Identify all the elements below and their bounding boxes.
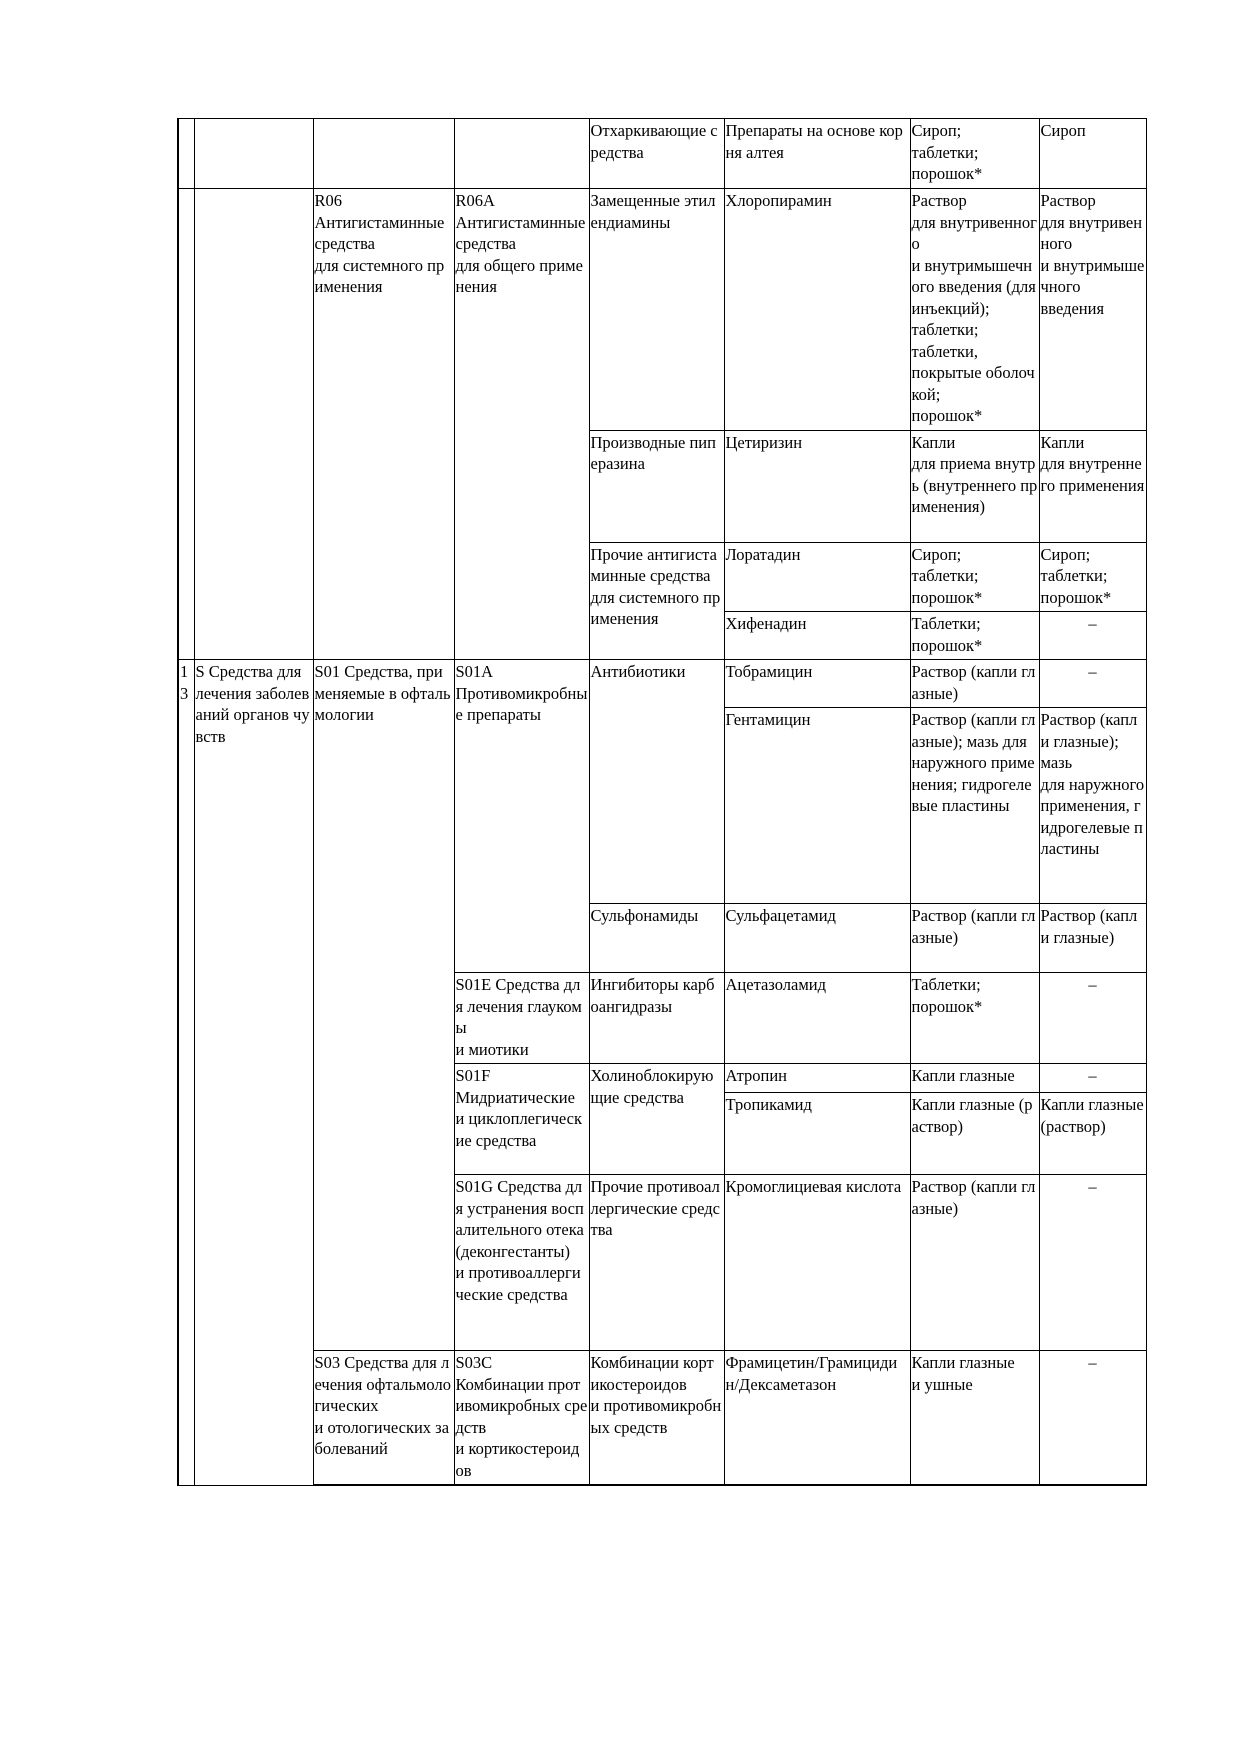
row-number-cell <box>178 119 194 189</box>
dosage-form-alt-cell: Капли для внутреннего применения <box>1039 430 1146 542</box>
dosage-form-alt-cell: – <box>1039 1175 1146 1351</box>
atc-subgroup-cell: S01F Мидриатические и циклоплегические средства <box>454 1064 589 1175</box>
dosage-form-alt-cell: Раствор (капли глазные) <box>1039 904 1146 973</box>
dosage-form-cell: Раствор для внутривенного и внутримышечного введения (для инъекций); таблетки; таблетки, покрытые оболочкой; порошок* <box>910 189 1039 431</box>
pharmacological-group-cell: Комбинации кортикостероидов и противомикробных средств <box>589 1351 724 1486</box>
dosage-form-cell: Капли глазные <box>910 1064 1039 1093</box>
drug-name-cell: Сульфацетамид <box>724 904 910 973</box>
drug-name-cell: Атропин <box>724 1064 910 1093</box>
dosage-form-cell: Раствор (капли глазные) <box>910 904 1039 973</box>
dosage-form-cell: Раствор (капли глазные); мазь для наружного применения; гидрогелевые пластины <box>910 708 1039 904</box>
drug-name-cell: Гентамицин <box>724 708 910 904</box>
dosage-form-alt-cell: Сироп; таблетки; порошок* <box>1039 542 1146 612</box>
drug-name-cell: Ацетазоламид <box>724 973 910 1064</box>
atc-subgroup-cell: S03C Комбинации противомикробных средств и кортикостероидов <box>454 1351 589 1486</box>
pharmacological-group-cell: Производные пиперазина <box>589 430 724 542</box>
atc-subgroup-cell: R06A Антигистаминные средства для общего применения <box>454 189 589 660</box>
atc-group-cell <box>313 119 454 189</box>
dosage-form-alt-cell: – <box>1039 660 1146 708</box>
dosage-form-cell: Капли для приема внутрь (внутреннего применения) <box>910 430 1039 542</box>
dosage-form-alt-cell: Сироп <box>1039 119 1146 189</box>
dosage-form-cell: Капли глазные и ушные <box>910 1351 1039 1486</box>
dosage-form-alt-cell: Раствор (капли глазные); мазь для наружного применения, гидрогелевые пластины <box>1039 708 1146 904</box>
drug-name-cell: Хифенадин <box>724 612 910 660</box>
drug-list-table <box>177 118 1147 1486</box>
atc-group-cell: S01 Средства, применяемые в офтальмологии <box>313 660 454 1351</box>
organ-group-cell: S Средства для лечения заболеваний органов чувств <box>194 660 313 1486</box>
table-row <box>178 1351 1146 1486</box>
dosage-form-cell: Сироп; таблетки; порошок* <box>910 542 1039 612</box>
dosage-form-alt-cell: – <box>1039 973 1146 1064</box>
dosage-form-cell: Таблетки; порошок* <box>910 973 1039 1064</box>
pharmacological-group-cell: Антибиотики <box>589 660 724 904</box>
table-row <box>178 119 1146 189</box>
dosage-form-cell: Раствор (капли глазные) <box>910 660 1039 708</box>
drug-name-cell: Препараты на основе корня алтея <box>724 119 910 189</box>
dosage-form-alt-cell: – <box>1039 1351 1146 1486</box>
dosage-form-alt-cell: Капли глазные (раствор) <box>1039 1093 1146 1175</box>
drug-name-cell: Фрамицетин/Грамицидин/Дексаметазон <box>724 1351 910 1486</box>
dosage-form-alt-cell: – <box>1039 612 1146 660</box>
drug-name-cell: Лоратадин <box>724 542 910 612</box>
pharmacological-group-cell: Отхаркивающие средства <box>589 119 724 189</box>
dosage-form-alt-cell: Раствор для внутривенного и внутримышечного введения <box>1039 189 1146 431</box>
pharmacological-group-cell: Сульфонамиды <box>589 904 724 973</box>
table-row <box>178 189 1146 431</box>
drug-name-cell: Тропикамид <box>724 1093 910 1175</box>
dosage-form-cell: Капли глазные (раствор) <box>910 1093 1039 1175</box>
organ-group-cell <box>194 119 313 189</box>
atc-group-cell: R06 Антигистаминные средства для системного применения <box>313 189 454 660</box>
pharmacological-group-cell: Замещенные этилендиамины <box>589 189 724 431</box>
dosage-form-cell: Сироп; таблетки; порошок* <box>910 119 1039 189</box>
atc-subgroup-cell: S01E Средства для лечения глаукомы и миотики <box>454 973 589 1064</box>
pharmacological-group-cell: Прочие противоаллергические средства <box>589 1175 724 1351</box>
pharmacological-group-cell: Ингибиторы карбоангидразы <box>589 973 724 1064</box>
atc-subgroup-cell: S01G Средства для устранения воспалительного отека (деконгестанты) и противоаллергические средства <box>454 1175 589 1351</box>
row-number-cell: 13 <box>178 660 194 1486</box>
drug-name-cell: Кромоглициевая кислота <box>724 1175 910 1351</box>
drug-name-cell: Тобрамицин <box>724 660 910 708</box>
organ-group-cell <box>194 189 313 660</box>
drug-name-cell: Хлоропирамин <box>724 189 910 431</box>
dosage-form-cell: Раствор (капли глазные) <box>910 1175 1039 1351</box>
atc-subgroup-cell: S01A Противомикробные препараты <box>454 660 589 973</box>
atc-group-cell: S03 Средства для лечения офтальмологических и отологических заболеваний <box>313 1351 454 1486</box>
dosage-form-alt-cell: – <box>1039 1064 1146 1093</box>
pharmacological-group-cell: Прочие антигистаминные средства для системного применения <box>589 542 724 660</box>
atc-subgroup-cell <box>454 119 589 189</box>
table-row <box>178 660 1146 708</box>
row-number-cell <box>178 189 194 660</box>
dosage-form-cell: Таблетки; порошок* <box>910 612 1039 660</box>
drug-name-cell: Цетиризин <box>724 430 910 542</box>
pharmacological-group-cell: Холиноблокирующие средства <box>589 1064 724 1175</box>
